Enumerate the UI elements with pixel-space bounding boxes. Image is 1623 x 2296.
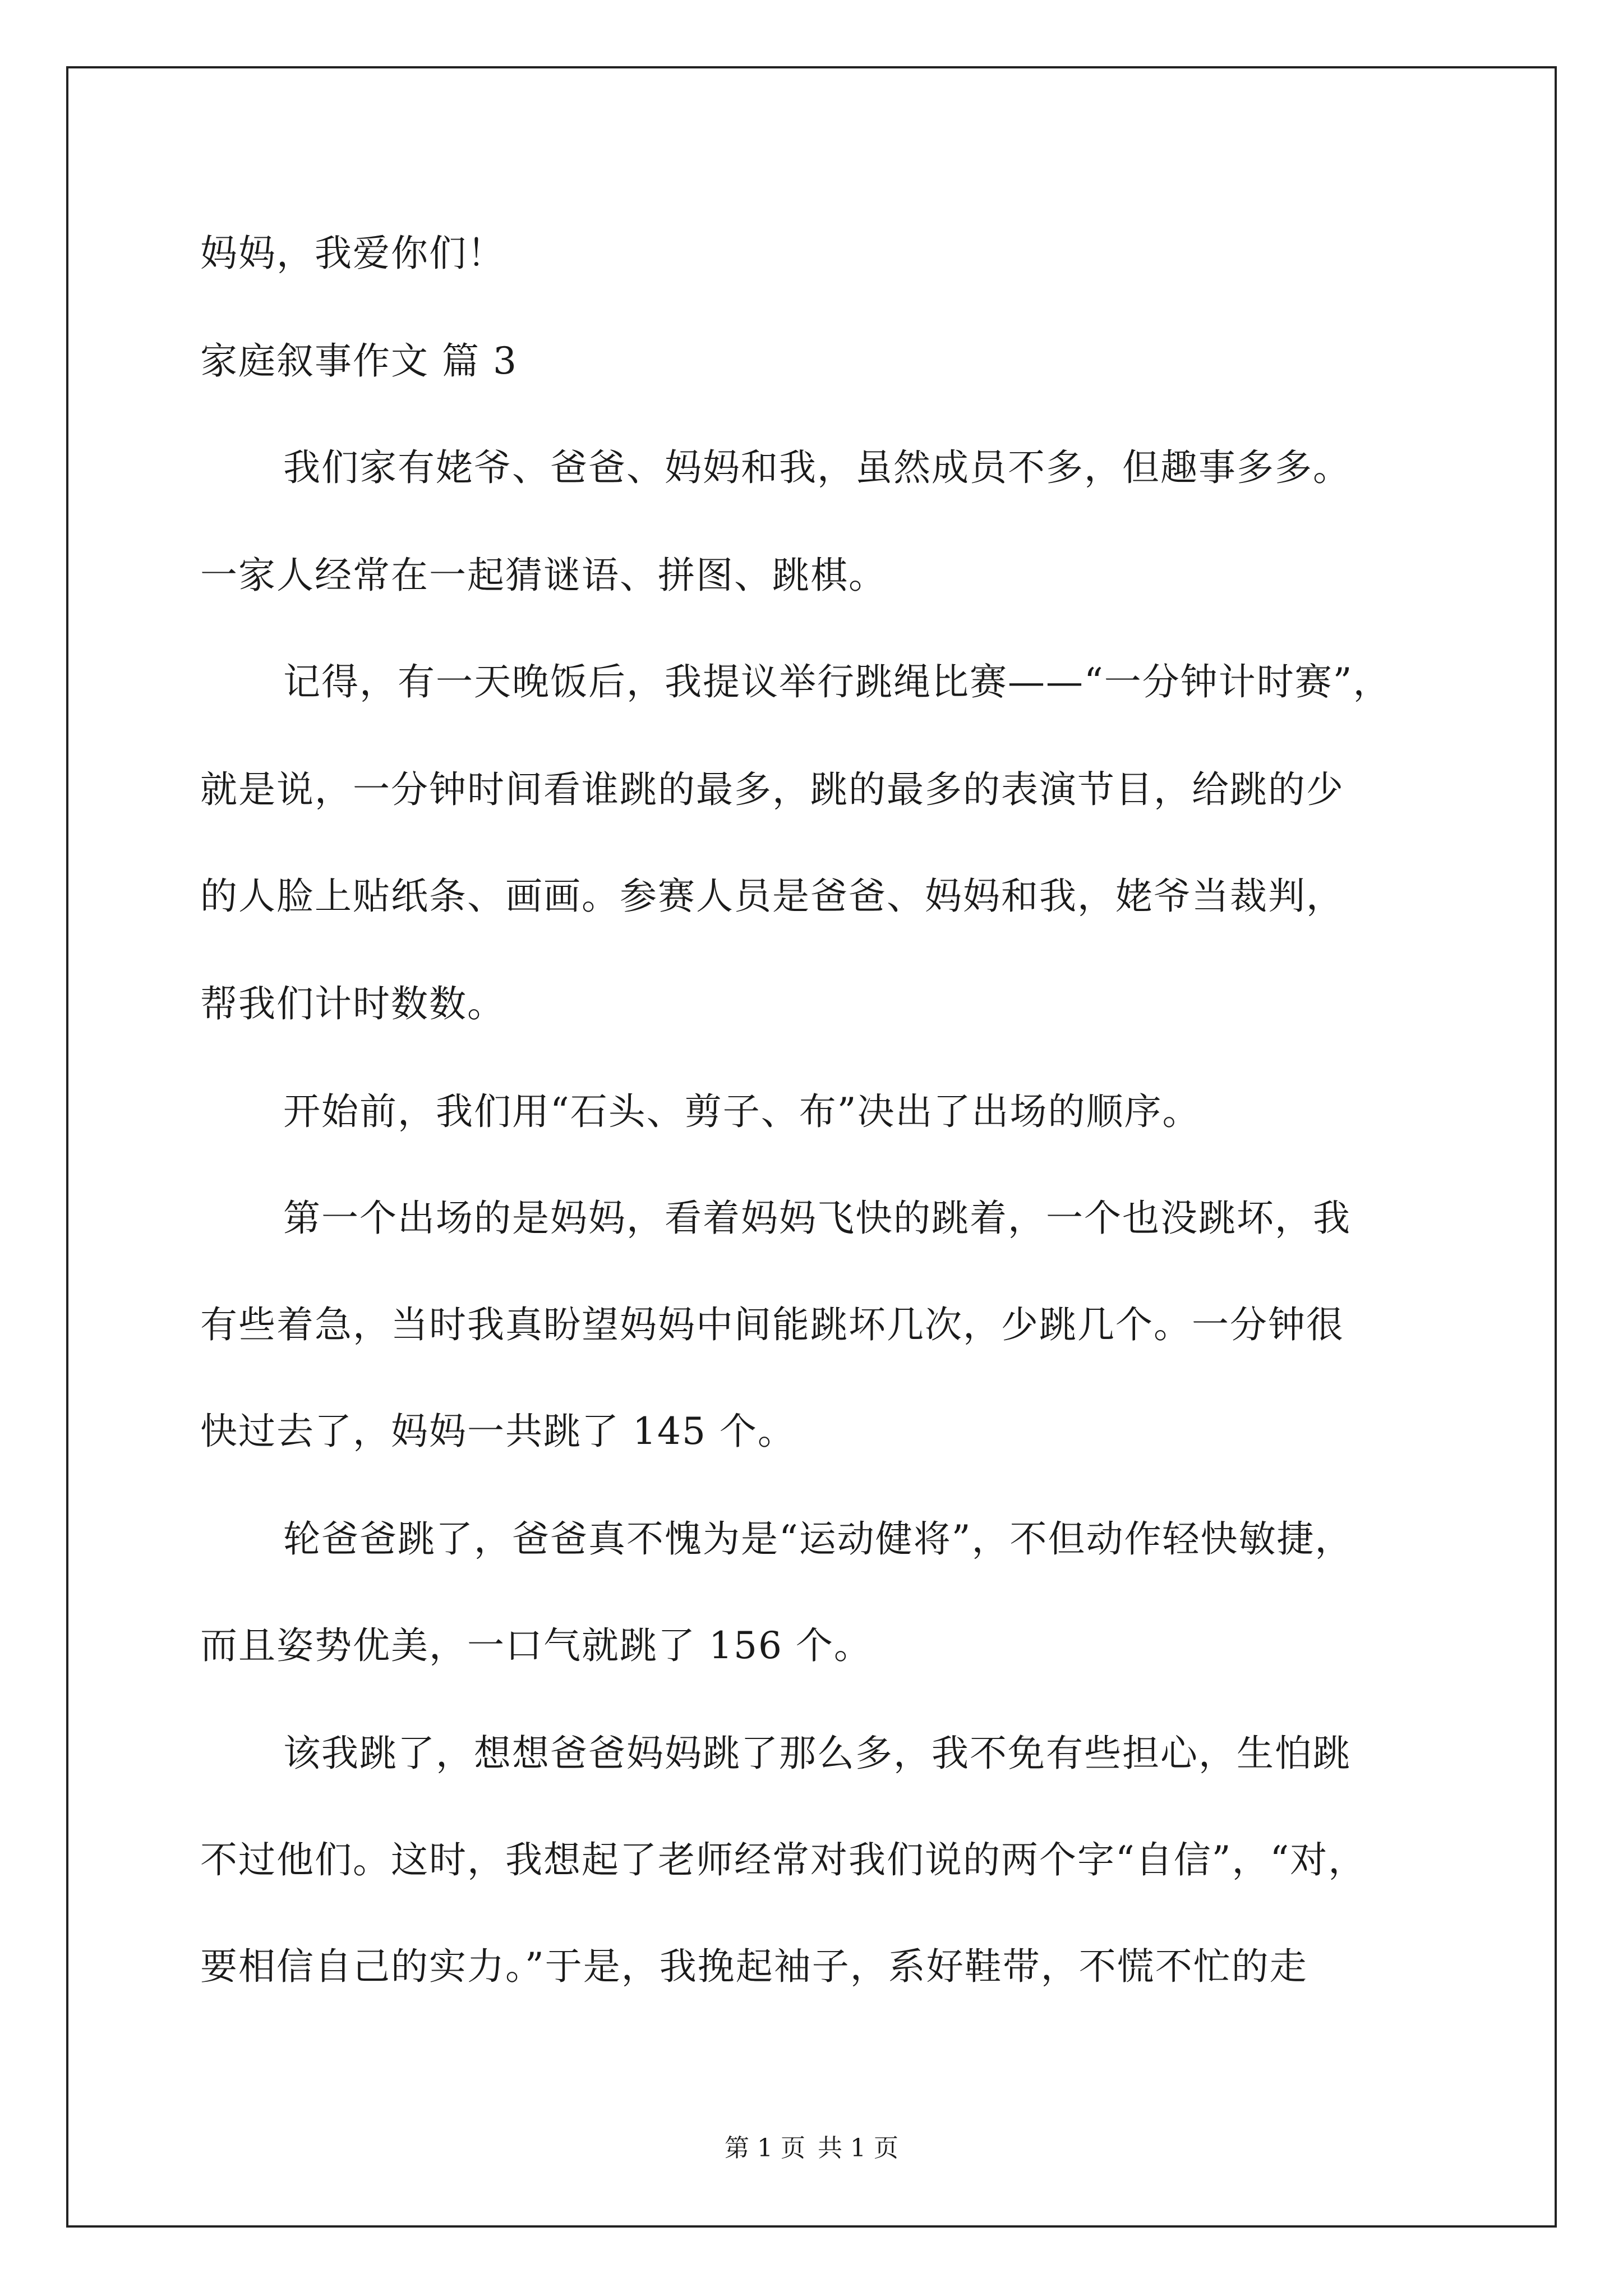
- paragraph-line: 不过他们。这时，我想起了老师经常对我们说的两个字“自信”，“对，: [200, 1838, 1367, 1881]
- paragraph-line: 开始前，我们用“石头、剪子、布”决出了出场的顺序。: [283, 1090, 1201, 1133]
- page-number-total: 共 1 页: [818, 2134, 898, 2162]
- paragraph-line: 快过去了，妈妈一共跳了 145 个。: [200, 1410, 796, 1453]
- paragraph-line: 记得，有一天晚饭后，我提议举行跳绳比赛——“一分钟计时赛”，: [283, 660, 1391, 703]
- paragraph-line: 第一个出场的是妈妈，看着妈妈飞快的跳着，一个也没跳坏，我: [283, 1197, 1351, 1240]
- paragraph-line: 有些着急，当时我真盼望妈妈中间能跳坏几次，少跳几个。一分钟很: [200, 1303, 1344, 1346]
- page-frame: [66, 66, 1557, 2228]
- paragraph-line: 就是说，一分钟时间看谁跳的最多，跳的最多的表演节目，给跳的少: [200, 768, 1344, 811]
- paragraph-line: 而且姿势优美，一口气就跳了 156 个。: [200, 1624, 872, 1667]
- paragraph-line: 轮爸爸跳了，爸爸真不愧为是“运动健将”，不但动作轻快敏捷，: [283, 1517, 1353, 1561]
- paragraph-line: 的人脸上贴纸条、画画。参赛人员是爸爸、妈妈和我，姥爷当裁判，: [200, 875, 1344, 918]
- paragraph-line: 一家人经常在一起猜谜语、拼图、跳棋。: [200, 554, 887, 597]
- page-footer: [0, 2133, 1623, 2164]
- page-number-current: 第 1 页: [725, 2134, 805, 2162]
- paragraph-line: 要相信自己的实力。”于是，我挽起袖子，系好鞋带，不慌不忙的走: [200, 1945, 1308, 1988]
- paragraph-line: 我们家有姥爷、爸爸、妈妈和我，虽然成员不多，但趣事多多。: [283, 446, 1351, 489]
- text-line-closing: 妈妈，我爱你们！: [200, 232, 505, 275]
- paragraph-line: 帮我们计时数数。: [200, 982, 505, 1025]
- section-heading: 家庭叙事作文 篇 3: [200, 339, 518, 383]
- paragraph-line: 该我跳了，想想爸爸妈妈跳了那么多，我不免有些担心，生怕跳: [283, 1732, 1351, 1775]
